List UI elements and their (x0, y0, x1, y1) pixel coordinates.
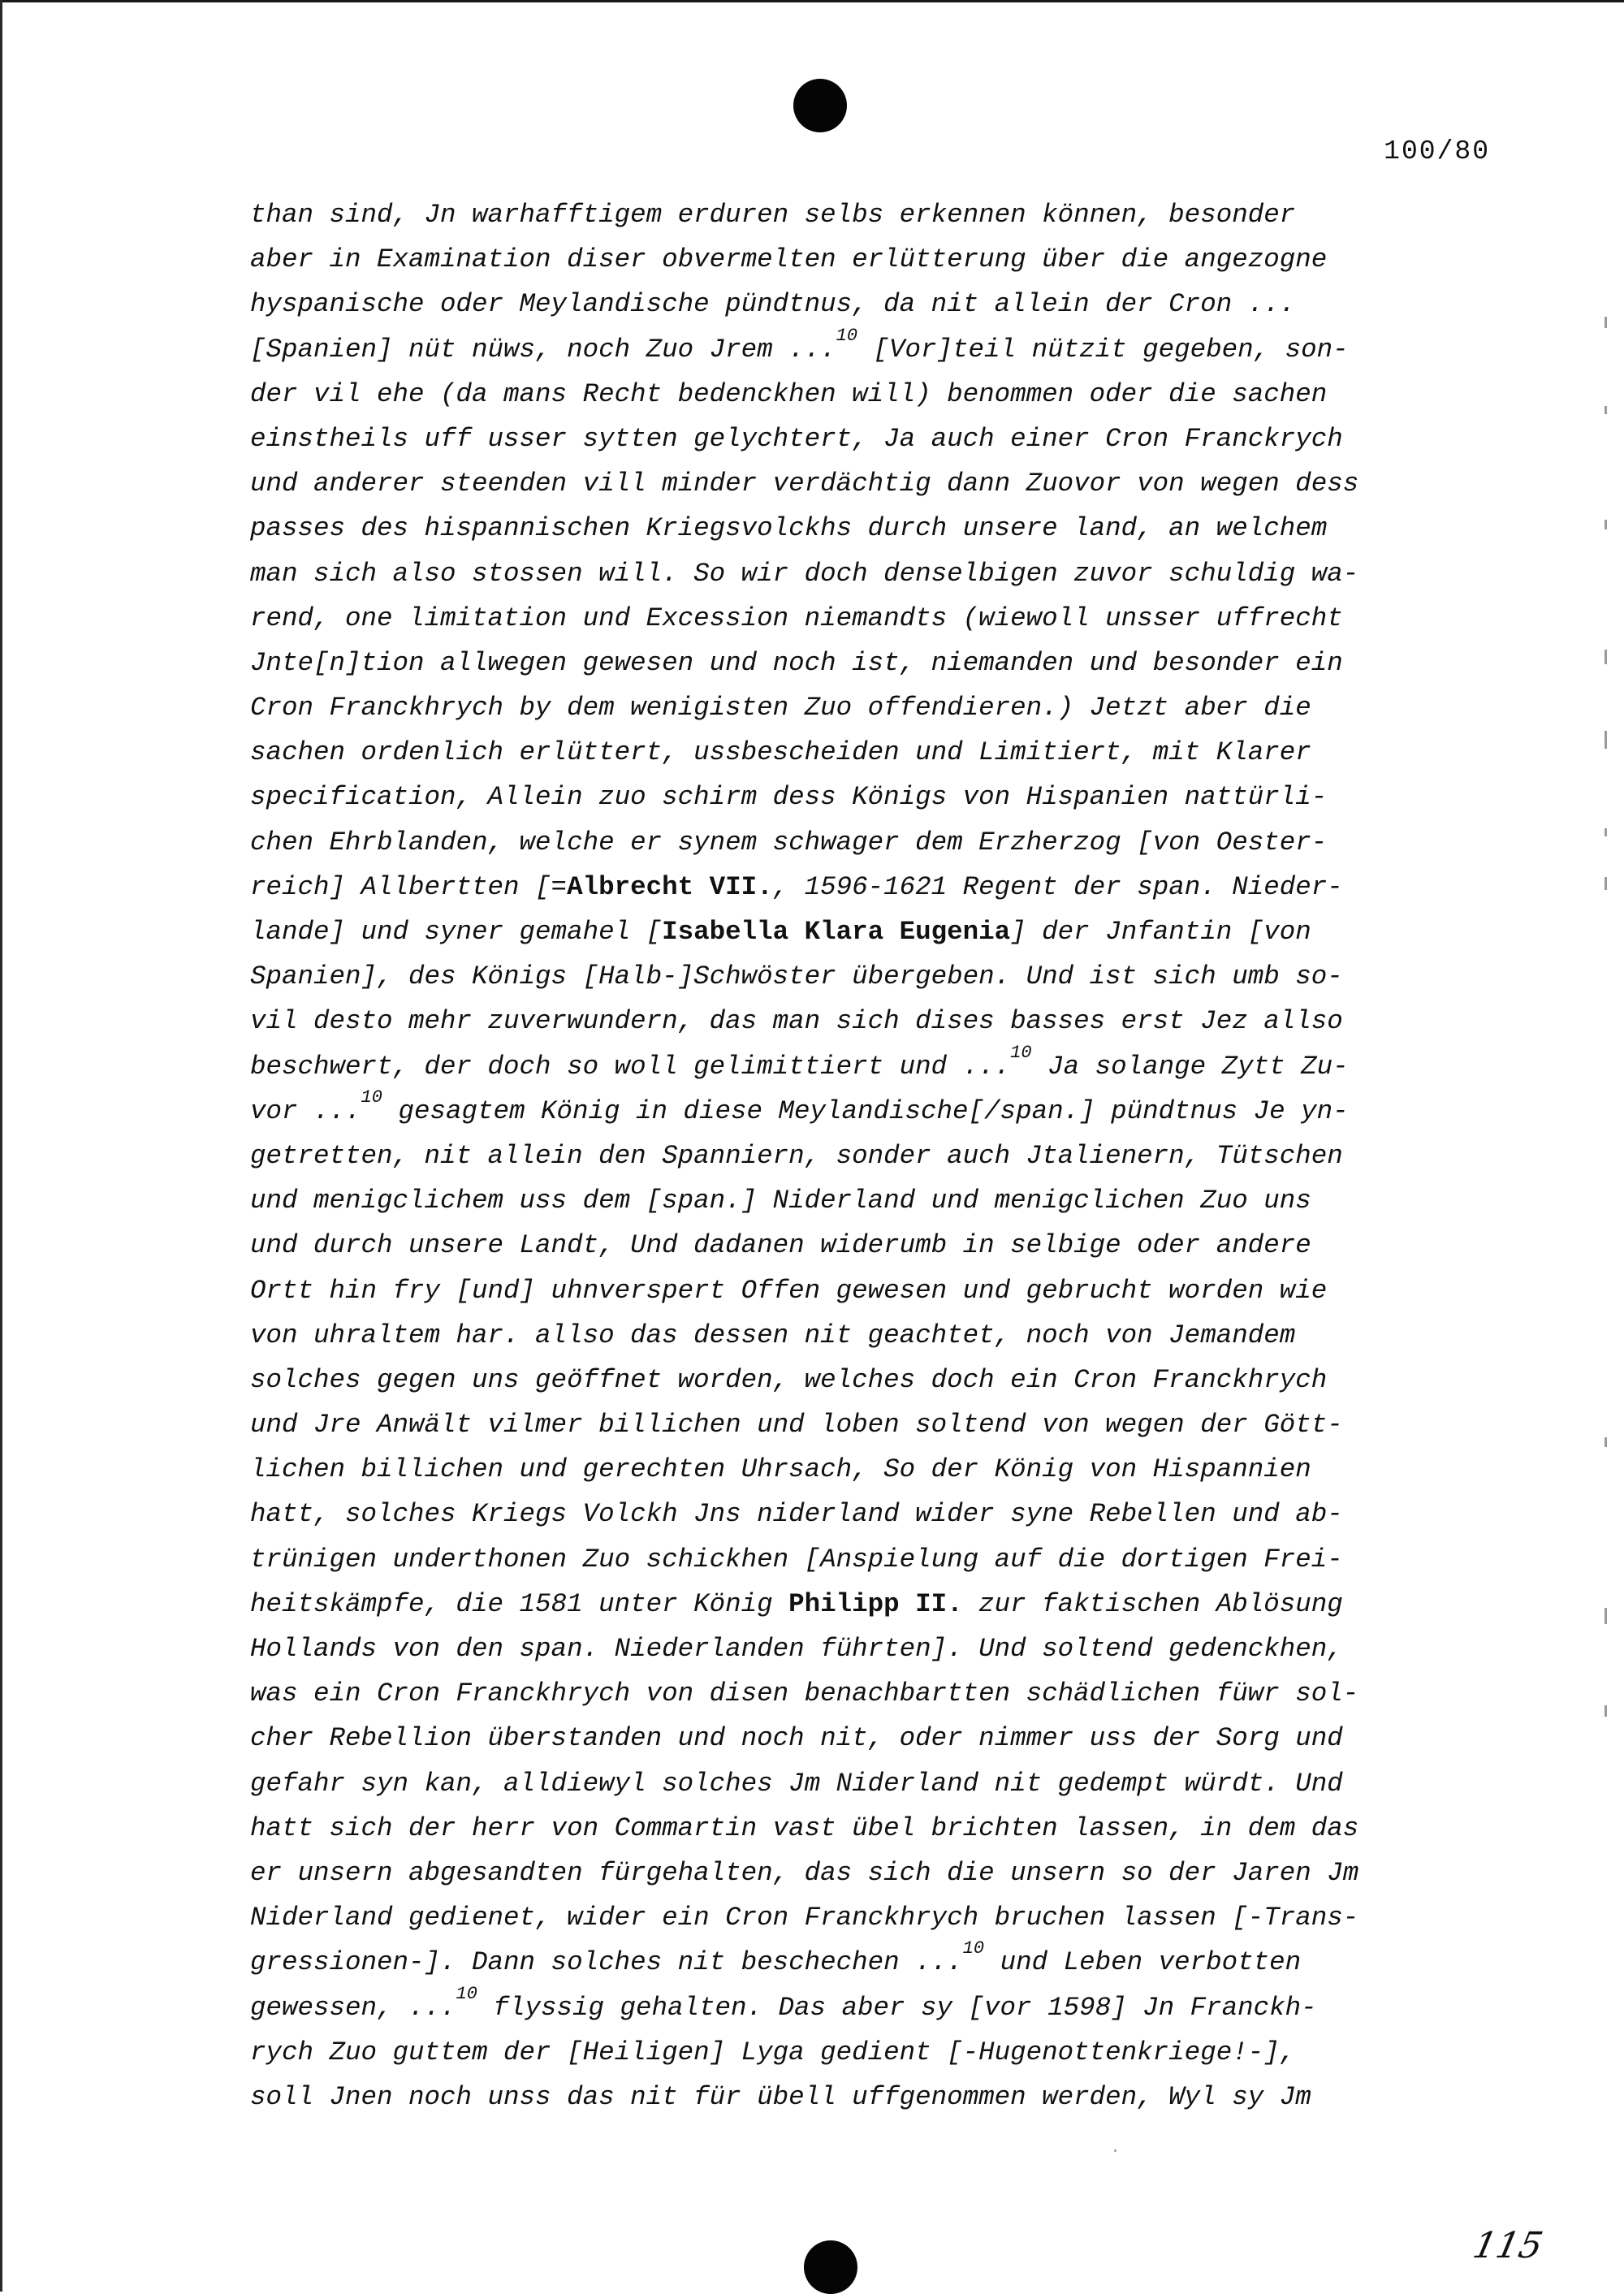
text-line-20: beschwert, der doch so woll gelimittiert und ...$^{10}$ Ja solange Zytt Zu- (250, 1042, 1349, 1082)
punch-hole-bottom-icon (804, 2240, 857, 2294)
footnote-ref: 10 (456, 1983, 477, 2004)
text-line-6: einstheils uff usser sytten gelychtert, Ja auch einer Cron Franckrych (250, 423, 1343, 454)
text-line-32: heitskämpfe, die 1581 unter König Philipp II. zur faktischen Ablösung (250, 1588, 1343, 1619)
text-line-18: Spanien], des Königs [Halb-]Schwöster übergeben. Und ist sich umb so- (250, 961, 1343, 992)
text-line-24: und durch unsere Landt, Und dadanen widerumb in selbige oder andere (250, 1230, 1311, 1261)
scan-speck (1114, 2149, 1116, 2152)
text-line-9: man sich also stossen will. So wir doch denselbigen zuvor schuldig wa- (250, 558, 1359, 589)
scan-margin-marks (1600, 309, 1620, 1770)
text-line-34: was ein Cron Franckhrych von disen benachbartten schädlichen füwr sol- (250, 1678, 1359, 1709)
footnote-ref: 10 (836, 325, 858, 346)
text-line-10: rend, one limitation und Excession niemandts (wiewoll unsser uffrecht (250, 603, 1343, 633)
text-line-41: gewessen, ...$^{10}$ flyssig gehalten. Das aber sy [vor 1598] Jn Franckh- (250, 1983, 1317, 2023)
text-line-37: hatt sich der herr von Commartin vast übel brichten lassen, in dem das (250, 1812, 1359, 1843)
text-line-14: specification, Allein zuo schirm dess Königs von Hispanien nattürli- (250, 782, 1328, 813)
footnote-ref: 10 (962, 1938, 985, 1959)
document-body (250, 192, 1517, 2119)
punch-hole-top-icon (793, 79, 847, 132)
text-line-39: Niderland gedienet, wider ein Cron Franckhrych bruchen lassen [-Trans- (250, 1903, 1359, 1933)
text-line-28: und Jre Anwält vilmer billichen und loben soltend von wegen der Gött- (250, 1410, 1343, 1441)
page-number: 100/80 (1384, 136, 1490, 166)
text-line-4: [Spanien] nüt nüws, noch Zuo Jrem ...$^{10}$ [Vor]teil nützit gegeben, son- (250, 325, 1349, 365)
bold-name: Isabella Klara Eugenia (662, 917, 1011, 947)
text-line-17: lande] und syner gemahel [Isabella Klara Eugenia] der Jnfantin [von (250, 917, 1311, 947)
text-line-1: than sind, Jn warhafftigem erduren selbs erkennen können, besonder (250, 200, 1296, 230)
text-line-15: chen Ehrblanden, welche er synem schwager dem Erzherzog [von Oester- (250, 827, 1328, 858)
text-line-23: und menigclichem uss dem [span.] Niderland und menigclichen Zuo uns (250, 1186, 1311, 1216)
text-line-22: getretten, nit allein den Spanniern, sonder auch Jtalienern, Tütschen (250, 1140, 1343, 1171)
text-line-31: trünigen underthonen Zuo schickhen [Anspielung auf die dortigen Frei- (250, 1544, 1343, 1575)
footnote-ref: 10 (361, 1087, 382, 1108)
text-line-21: vor ...$^{10}$ gesagtem König in diese Meylandische[/span.] pündtnus Je yn- (250, 1087, 1349, 1126)
text-line-12: Cron Franckhrych by dem wenigisten Zuo offendieren.) Jetzt aber die (250, 693, 1311, 724)
text-line-40: gressionen-]. Dann solches nit beschechen ...$^{10}$ und Leben verbotten (250, 1938, 1302, 1978)
text-line-30: hatt, solches Kriegs Volckh Jns niderland wider syne Rebellen und ab- (250, 1499, 1343, 1530)
bold-name: Albrecht VII. (567, 871, 773, 902)
handwritten-folio-mark: 115 (1469, 2225, 1547, 2266)
text-line-7: und anderer steenden vill minder verdächtig dann Zuovor von wegen dess (250, 469, 1359, 499)
text-line-11: Jnte[n]tion allwegen gewesen und noch ist, niemanden und besonder ein (250, 647, 1343, 678)
text-line-26: von uhraltem har. allso das dessen nit geachtet, noch von Jemandem (250, 1320, 1296, 1350)
text-line-35: cher Rebellion überstanden und noch nit, oder nimmer uss der Sorg und (250, 1723, 1343, 1754)
bold-name: Philipp II. (788, 1588, 963, 1619)
text-line-43: soll Jnen noch unss das nit für übell uffgenommen werden, Wyl sy Jm (250, 2081, 1311, 2112)
text-line-3: hyspanische oder Meylandische pündtnus, da nit allein der Cron ... (250, 289, 1296, 320)
scan-border-left (0, 0, 2, 2292)
footnote-ref: 10 (1010, 1042, 1032, 1063)
text-line-36: gefahr syn kan, alldiewyl solches Jm Niderland nit gedempt würdt. Und (250, 1768, 1343, 1799)
text-line-13: sachen ordenlich erlüttert, ussbescheiden und Limitiert, mit Klarer (250, 737, 1311, 768)
text-line-29: lichen billichen und gerechten Uhrsach, So der König von Hispannien (250, 1454, 1311, 1485)
text-line-8: passes des hispannischen Kriegsvolckhs durch unsere land, an welchem (250, 513, 1328, 544)
text-line-5: der vil ehe (da mans Recht bedenckhen will) benommen oder die sachen (250, 378, 1328, 409)
text-line-19: vil desto mehr zuverwundern, das man sich dises basses erst Jez allso (250, 1006, 1343, 1037)
text-line-25: Ortt hin fry [und] uhnverspert Offen gewesen und gebrucht worden wie (250, 1275, 1328, 1306)
text-line-33: Hollands von den span. Niederlanden führten]. Und soltend gedenckhen, (250, 1634, 1343, 1664)
text-line-42: rych Zuo guttem der [Heiligen] Lyga gedient [-Hugenottenkriege!-], (250, 2037, 1296, 2067)
text-line-2: aber in Examination diser obvermelten erlütterung über die angezogne (250, 244, 1328, 275)
text-line-16: reich] Allbertten [=Albrecht VII., 1596-1621 Regent der span. Nieder- (250, 871, 1343, 902)
text-line-27: solches gegen uns geöffnet worden, welches doch ein Cron Franckhrych (250, 1364, 1328, 1395)
scan-border-top (0, 0, 1624, 2)
text-line-38: er unsern abgesandten fürgehalten, das sich die unsern so der Jaren Jm (250, 1857, 1359, 1888)
